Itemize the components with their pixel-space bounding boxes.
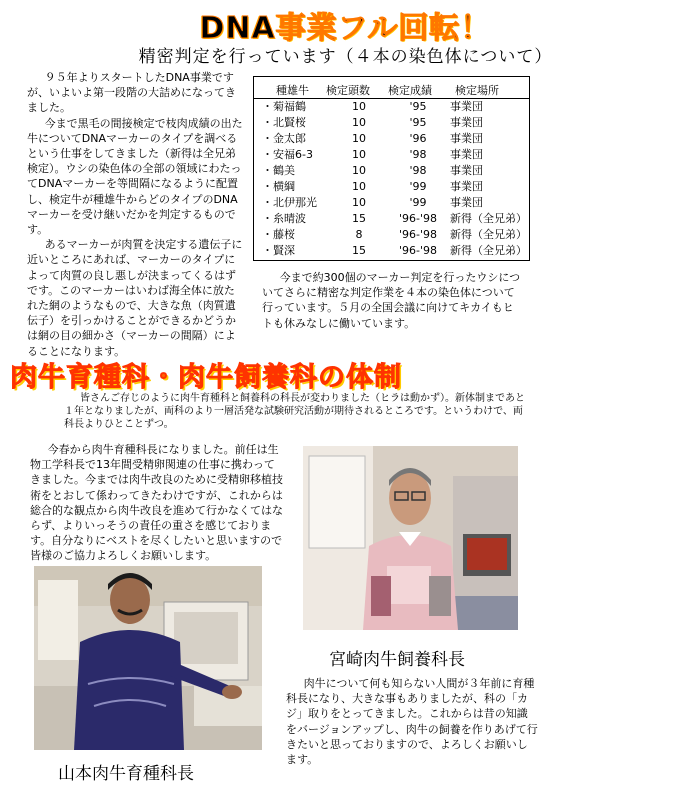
cell-place: 新得（全兄弟） [450,228,527,241]
cell-count: 10 [352,196,366,209]
cell-sire: ・横綱 [262,180,295,193]
header-place: 検定場所 [455,84,499,97]
cell-place: 事業団 [450,116,483,129]
cell-result: '96-'98 [398,212,437,225]
sire-test-table [253,76,530,261]
cell-sire: ・賢深 [262,244,295,257]
table-row [254,99,529,115]
cell-count: 10 [352,180,366,193]
cell-result: '96-'98 [398,228,437,241]
intro-paragraph: ９５年よりスタートしたDNA事業ですが、いよいよ第一段階の大詰めになってきました。 [27,71,236,115]
feeding-chief-paragraph: 肉牛について何も知らない人間が３年前に育種科長になり、大きな事もありましたが、科の「カジ」取りをとってきました。これからは昔の知識をバージョンアップし、肉牛の飼養を作りあげて行きたいと思っておりますので、よろしくお願いします。 [286,677,538,767]
table-row [254,227,529,243]
breeding-chief-photo [34,566,262,750]
table-row [254,179,529,195]
feeding-chief-photo [303,446,518,630]
intro-column [27,70,245,359]
cell-sire: ・菊福鶴 [262,100,306,113]
cell-result: '96-'98 [398,244,437,257]
table-row [254,131,529,147]
header-sire: 種雄牛 [276,84,309,97]
cell-result: '96 [409,132,427,145]
header-result: 検定成績 [388,84,432,97]
breeding-chief-portrait-image [34,566,262,750]
cell-place: 事業団 [450,196,483,209]
cell-count: 8 [355,228,363,241]
section-title: 肉牛育種科・肉牛飼養科の体制 [10,362,402,393]
dna-progress-paragraph: 今まで約300個のマーカー判定を行ったウシについてさらに精密な判定作業を４本の染色体について行っています。５月の全国会議に向けてキカイもヒトも休みなしに働いています。 [262,271,521,330]
feeding-chief-message [286,676,538,767]
section-intro [64,392,528,431]
section-intro-paragraph: 皆さんご存じのように肉牛育種科と飼養科の科長が変わりました（ヒラは動かず）。新体制まであと１年となりましたが、両科のより一層活発な試験研究活動が期待されるところです。というわけで、両科長よりひとことずつ。 [64,393,525,430]
cell-place: 事業団 [450,164,483,177]
cell-count: 15 [352,244,366,257]
cell-place: 新得（全兄弟） [450,212,527,225]
table-row [254,211,529,227]
cell-place: 事業団 [450,180,483,193]
table-row [254,163,529,179]
breeding-chief-caption: 山本肉牛育種科長 [58,764,194,784]
intro-paragraph: 今まで黒毛の間接検定で枝肉成績の出た牛についてDNAマーカーのタイプを調べるという仕事をしてきました（新得は全兄弟検定）。ウシの染色体の全部の領域にわたってDNAマーカーを等間隔になるように配置し、検定牛が種雄牛からどのタイプのDNAマーカーを受け継いだかを判定するものです。 [27,116,243,237]
dna-progress-column [262,270,524,331]
feeding-chief-caption: 宮崎肉牛飼養科長 [329,650,465,670]
cell-result: '95 [409,116,427,129]
cell-place: 新得（全兄弟） [450,244,527,257]
cell-place: 事業団 [450,132,483,145]
cell-sire: ・北伊那光 [262,196,317,209]
cell-sire: ・安福6-3 [262,148,313,161]
cell-count: 10 [352,100,366,113]
cell-result: '98 [409,148,427,161]
table-header-row [254,82,529,99]
breeding-chief-message [30,442,284,564]
cell-result: '95 [409,100,427,113]
feeding-chief-portrait-image [303,446,518,630]
table-row [254,147,529,163]
cell-sire: ・金太郎 [262,132,306,145]
cell-sire: ・糸晴波 [262,212,306,225]
intro-paragraph: あるマーカーが肉質を決定する遺伝子に近いところにあれば、マーカーのタイプによって肉質の良し悪しが決まってくるはずです。このマーカーはいわば海全体に放たれた網のようなもので、大きな魚（肉質遺伝子）を引っかけることができるかどうかは網の目の細かさ（マーカーの間隔）によることになります。 [27,238,243,358]
cell-place: 事業団 [450,148,483,161]
cell-result: '98 [409,164,427,177]
cell-count: 10 [352,148,366,161]
cell-result: '99 [409,180,427,193]
cell-count: 10 [352,132,366,145]
cell-count: 10 [352,164,366,177]
article-subtitle: 精密判定を行っています（４本の染色体について） [138,47,553,67]
cell-result: '99 [409,196,427,209]
cell-place: 事業団 [450,100,483,113]
article-title: DNA事業フル回転！ [199,11,492,46]
header-count: 検定頭数 [326,84,370,97]
cell-count: 10 [352,116,366,129]
breeding-chief-paragraph: 今春から肉牛育種科長になりました。前任は生物工学科長で13年間受精卵関連の仕事に携わってきました。今までは肉牛改良のために受精卵移植技術をとおして係わってきたわけですが、これからは総合的な観点から肉牛改良を進めて行かなくてはならず、よりいっそうの責任の重さを感じております。自分なりにベストを尽くしたいと思いますので皆様のご協力よろしくお願いします。 [30,443,283,563]
table-row [254,195,529,211]
cell-count: 15 [352,212,366,225]
cell-sire: ・北賢桜 [262,116,306,129]
cell-sire: ・鶴美 [262,164,295,177]
table-body [254,99,529,259]
cell-sire: ・藤桜 [262,228,295,241]
table-row [254,243,529,259]
table-row [254,115,529,131]
